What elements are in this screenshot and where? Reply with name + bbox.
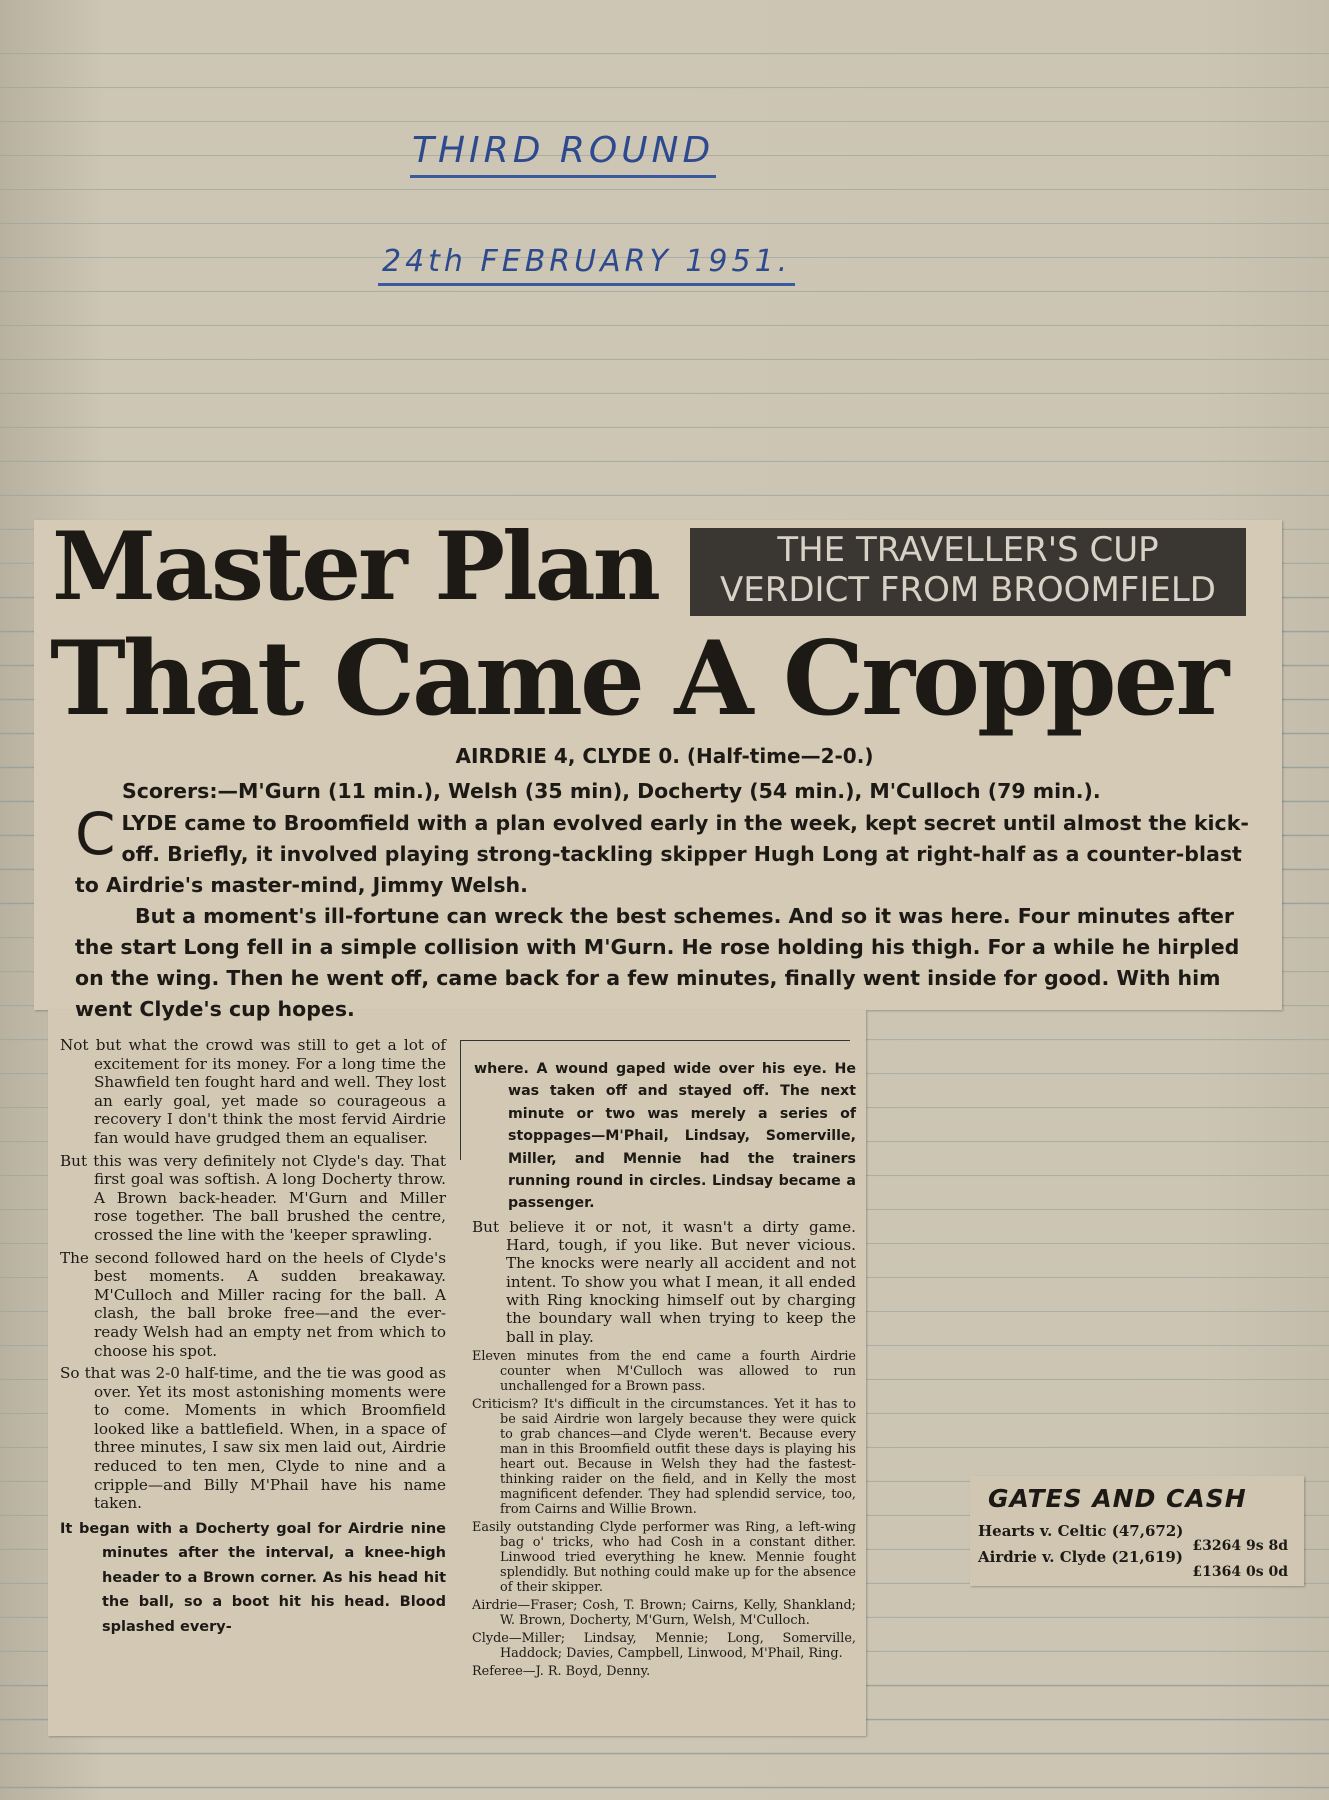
gates-row-amount: £1364 0s 0d	[1192, 1564, 1288, 1580]
handwritten-round-title: THIRD ROUND	[410, 130, 716, 178]
column-paragraph: Not but what the crowd was still to get a lot of excitement for its money. For a long time the Shawfield ten fought hard and well. They lost an early goal, yet made so courageous a recovery I don't think the most fervid Airdrie fan would have grudged them an equaliser.	[60, 1036, 446, 1147]
lead-paragraph-2: But a moment's ill-fortune can wreck the best schemes. And so it was here. Four minutes after the start Long fell in a simple collision with M'Gurn. He rose holding his thigh. For a while he hirpled on the wing. Then he went off, came back for a few minutes, finally went inside for good. With him went Clyde's cup hopes.	[75, 904, 1240, 1021]
lead-paragraphs	[75, 800, 1260, 1025]
column-paragraph: But this was very definitely not Clyde's day. That first goal was softish. A long Docherty throw. A Brown back-header. M'Gurn and Miller rose together. The ball brushed the centre, crossed the line with the 'keeper sprawling.	[60, 1151, 446, 1244]
gates-title: GATES AND CASH	[988, 1484, 1247, 1513]
article-column-2	[472, 1058, 856, 1682]
drop-cap: C	[75, 800, 116, 868]
headline-banner	[690, 528, 1246, 616]
column-divider-top	[460, 1040, 850, 1041]
gates-and-cash-box	[970, 1476, 1304, 1586]
column-paragraph: So that was 2-0 half-time, and the tie was good as over. Yet its most astonishing moments were to come. Moments in which Broomfield looked like a battlefield. When, in a space of three minutes, I saw six men laid out, Airdrie reduced to ten men, Clyde to nine and a cripple—and Billy M'Phail have his name taken.	[60, 1364, 446, 1513]
team-line-clyde: Clyde—Miller; Lindsay, Mennie; Long, Somerville, Haddock; Davies, Campbell, Linwood, M'Phail, Ring.	[472, 1630, 856, 1661]
column-paragraph-small: Easily outstanding Clyde performer was Ring, a left-wing bag o' tricks, who had Cosh in a constant dither. Linwood tried everything he knew. Mennie fought splendidly. But nothing could make up for the absence of their skipper.	[472, 1519, 856, 1595]
team-line-airdrie: Airdrie—Fraser; Cosh, T. Brown; Cairns, Kelly, Shankland; W. Brown, Docherty, M'Gurn, Welsh, M'Culloch.	[472, 1597, 856, 1628]
match-scorers: Scorers:—M'Gurn (11 min.), Welsh (35 min), Docherty (54 min.), M'Culloch (79 min.).	[122, 779, 1101, 803]
column-paragraph: But believe it or not, it wasn't a dirty game. Hard, tough, if you like. But never vicious. The knocks were nearly all accident and not intent. To show you what I mean, it all ended with Ring knocking himself out by charging the boundary wall when trying to keep the ball in play.	[472, 1217, 856, 1346]
column-paragraph: The second followed hard on the heels of Clyde's best moments. A sudden breakaway. M'Culloch and Miller racing for the ball. A clash, the ball broke free—and the ever-ready Welsh had an empty net from which to choose his spot.	[60, 1248, 446, 1360]
column-paragraph-bold: It began with a Docherty goal for Airdrie nine minutes after the interval, a knee-high header to a Brown corner. As his head hit the ball, so a boot hit his head. Blood splashed every-	[60, 1520, 446, 1635]
article-column-1	[60, 1036, 446, 1643]
match-result: AIRDRIE 4, CLYDE 0. (Half-time—2-0.)	[455, 744, 874, 768]
column-divider	[460, 1040, 461, 1160]
gates-row-label: Airdrie v. Clyde (21,619)	[978, 1548, 1183, 1566]
banner-line-1: THE TRAVELLER'S CUP	[777, 530, 1159, 570]
handwritten-date: 24th FEBRUARY 1951.	[378, 244, 795, 286]
referee-line: Referee—J. R. Boyd, Denny.	[472, 1663, 651, 1679]
headline-line-1: Master Plan	[52, 512, 658, 622]
column-paragraph-small: Eleven minutes from the end came a fourth Airdrie counter when M'Culloch was allowed to run unchallenged for a Brown pass.	[472, 1348, 856, 1394]
lead-paragraph-1: CLYDE came to Broomfield with a plan evolved early in the week, kept secret until almost the kick-off. Briefly, it involved playing strong-tackling skipper Hugh Long at right-half as a counter-blast to Airdrie's master-mind, Jimmy Welsh.	[75, 800, 1249, 897]
gates-row-amount: £3264 9s 8d	[1192, 1538, 1288, 1554]
banner-line-2: VERDICT FROM BROOMFIELD	[720, 570, 1216, 610]
column-paragraph-small: Criticism? It's difficult in the circumstances. Yet it has to be said Airdrie won largely because they were quick to grab chances—and Clyde weren't. Because every man in this Broomfield outfit these days is playing his heart out. Because in Welsh they had the fastest-thinking raider on the field, and in Kelly the most magnificent defender. They had splendid service, too, from Cairns and Willie Brown.	[472, 1396, 856, 1517]
gates-row-label: Hearts v. Celtic (47,672)	[978, 1522, 1184, 1540]
column-paragraph-bold: where. A wound gaped wide over his eye. He was taken off and stayed off. The next minute or two was merely a series of stoppages—M'Phail, Lindsay, Somerville, Miller, and Mennie had the trainers running round in circles. Lindsay became a passenger.	[474, 1061, 856, 1212]
headline-line-2: That Came A Cropper	[50, 619, 1227, 739]
